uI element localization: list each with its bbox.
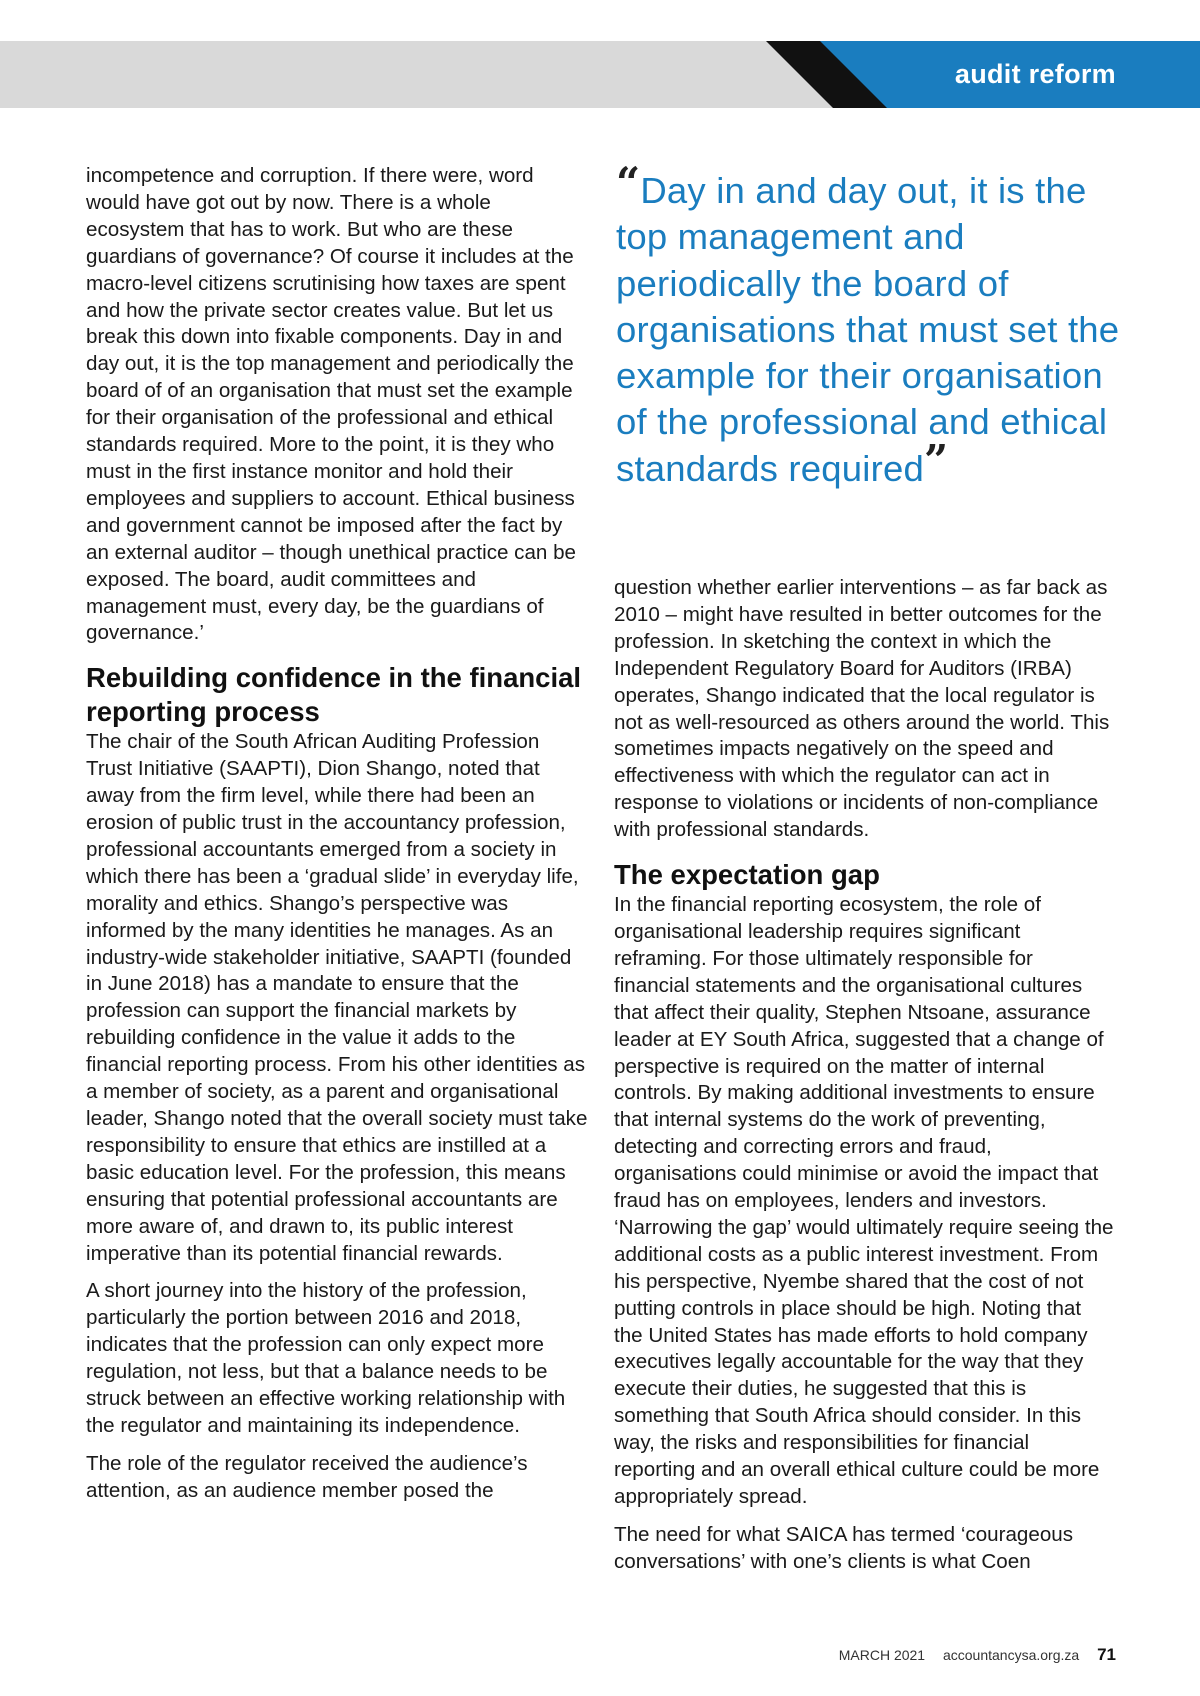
body-paragraph: The chair of the South African Auditing Profession Trust Initiative (SAAPTI), Dion Shango, noted that away from the firm level, while there had been an erosion of public trust in the accountancy profession, professional accountants emerged from a society in which there has been a ‘gradual slide’ in everyday life, morality and ethics. Shango’s perspective was informed by the many identities he manages. As an industry-wide stakeholder initiative, SAAPTI (founded in June 2018) has a mandate to ensure that the profession can support the financial markets by rebuilding confidence in the value it adds to the financial reporting process. From his other identities as a member of society, as a parent and organisational leader, Shango noted that the overall society must take responsibility to ensure that ethics are instilled at a basic education level. For the profession, this means ensuring that potential professional accountants are more aware of, and drawn to, its public interest imperative than its potential financial rewards. <box>86 730 588 1265</box>
section-heading: Rebuilding confidence in the financial reporting process <box>86 662 582 728</box>
page-footer <box>825 1645 1116 1665</box>
body-paragraph: A short journey into the history of the profession, particularly the portion between 2016 and 2018, indicates that the profession can only expect more regulation, not less, but that a balance needs to be struck between an effective working relationship with the regulator and maintaining its independence. <box>86 1279 566 1437</box>
body-paragraph: The role of the regulator received the audience’s attention, as an audience member posed the <box>86 1451 528 1502</box>
page-number: 71 <box>1097 1645 1116 1664</box>
left-column <box>86 163 590 1516</box>
right-column <box>614 575 1114 1587</box>
website-link[interactable]: accountancysa.org.za <box>942 1647 1080 1663</box>
issue-date: MARCH 2021 <box>838 1647 926 1663</box>
open-quote-mark: “ <box>616 158 641 207</box>
section-heading: The expectation gap <box>614 859 880 891</box>
body-paragraph: incompetence and corruption. If there were, word would have got out by now. There is a whole ecosystem that has to work. But who are these guardians of governance? Of course it includes at the macro-level citizens scrutinising how taxes are spent and how the private sector creates value. But let us break this down into fixable components. Day in and day out, it is the top management and periodically the board of of an organisation that must set the example for their organisation of the professional and ethical standards required. More to the point, it is they who must in the first instance monitor and hold their employees and suppliers to account. Ethical business and government cannot be imposed after the fact by an external auditor – though unethical practice can be exposed. The board, audit committees and management must, every day, be the guardians of governance.’ <box>86 164 577 645</box>
section-label: audit reform <box>954 59 1116 89</box>
close-quote-mark: ” <box>923 435 949 485</box>
pull-quote <box>616 158 1136 492</box>
body-paragraph: In the financial reporting ecosystem, the role of organisational leadership requires significant reframing. For those ultimately responsible for financial statements and the organisational cultures that affect their quality, Stephen Ntsoane, assurance leader at EY South Africa, suggested that a change of perspective is required on the matter of internal controls. By making additional investments to ensure that internal systems do the work of preventing, detecting and correcting errors and fraud, organisations could minimise or avoid the impact that fraud has on employees, lenders and investors. ‘Narrowing the gap’ would ultimately require seeing the additional costs as a public interest investment. From his perspective, Nyembe shared that the cost of not putting controls in place should be high. Noting that the United States has made efforts to hold company executives legally accountable for the way that they execute their duties, he suggested that this is something that South Africa should consider. In this way, the risks and responsibilities for financial reporting and an overall ethical culture could be more appropriately spread. <box>614 893 1114 1508</box>
body-paragraph: The need for what SAICA has termed ‘courageous conversations’ with one’s clients is what Coen <box>614 1522 1074 1573</box>
pull-quote-text: Day in and day out, it is the top management and periodically the board of organisations that must set the example for their organisation of the professional and ethical standards required <box>616 170 1120 489</box>
body-paragraph: question whether earlier interventions – as far back as 2010 – might have resulted in better outcomes for the profession. In sketching the context in which the Independent Regulatory Board for Auditors (IRBA) operates, Shango indicated that the local regulator is not as well-resourced as others around the world. This sometimes impacts negatively on the speed and effectiveness with which the regulator can act in response to violations or incidents of non-compliance with professional standards. <box>614 576 1110 842</box>
